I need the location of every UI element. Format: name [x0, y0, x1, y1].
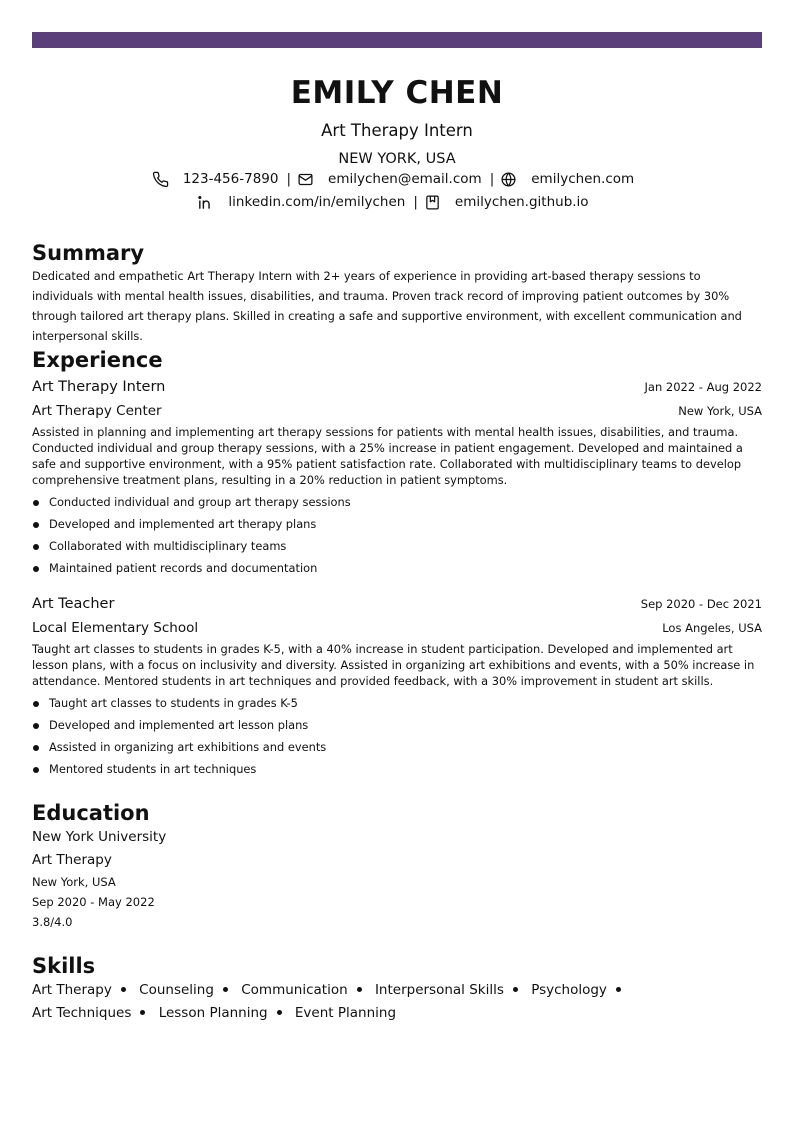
candidate-location: NEW YORK, USA	[338, 151, 456, 167]
company-name: Art Therapy Center	[32, 403, 162, 419]
job-title: Art Therapy Intern	[32, 379, 166, 395]
list-item: Collaborated with multidisciplinary teams	[32, 535, 762, 557]
summary-section	[32, 240, 762, 346]
section-heading: Education	[32, 801, 150, 825]
job-entry	[32, 376, 762, 579]
website-link[interactable]: emilychen.com	[531, 171, 635, 187]
list-item: Maintained patient records and documentation	[32, 557, 762, 579]
skill-item: Art Techniques	[32, 1005, 132, 1021]
job-description: Taught art classes to students in grades K-5, with a 40% increase in student participation. Developed and implemented art lesson plans, with a focus on inclusivity and diversity. Assisted in organizing art exhibitions and events, with a 50% increase in attendance. Mentored students in art techniques and provided feedback, with a 30% improvement in student art skills.	[32, 642, 755, 688]
skill-item: Art Therapy	[32, 982, 112, 998]
degree-field: Art Therapy	[32, 852, 112, 868]
job-bullets	[32, 491, 762, 579]
job-entry	[32, 593, 762, 780]
gpa: 3.8/4.0	[32, 915, 73, 929]
skill-item: Event Planning	[294, 1005, 397, 1021]
school-location: New York, USA	[32, 875, 116, 889]
job-title: Art Teacher	[32, 596, 115, 612]
candidate-name: EMILY CHEN	[290, 75, 504, 111]
phone-text[interactable]: 123-456-7890	[182, 171, 279, 187]
job-location: New York, USA	[678, 404, 762, 418]
list-item: Developed and implemented art lesson plans	[32, 714, 762, 736]
school-name: New York University	[32, 829, 167, 845]
bookmark-icon	[424, 194, 441, 211]
contact-row-1	[32, 168, 762, 191]
list-item: Taught art classes to students in grades K-5	[32, 692, 762, 714]
company-name: Local Elementary School	[32, 620, 199, 636]
skill-item: Counseling	[139, 982, 214, 998]
education-dates: Sep 2020 - May 2022	[32, 895, 155, 909]
resume-header	[32, 70, 762, 214]
skill-item: Interpersonal Skills	[374, 982, 504, 998]
contact-row-2	[32, 191, 762, 214]
separator: |	[413, 194, 418, 210]
github-link[interactable]: emilychen.github.io	[454, 194, 589, 210]
section-heading: Summary	[32, 241, 145, 265]
separator: |	[489, 171, 495, 187]
section-heading: Experience	[32, 348, 163, 372]
job-description: Assisted in planning and implementing art therapy sessions for patients with mental health issues, disabilities, and trauma. Conducted individual and group therapy sessions, with a 25% increase in patient engagement. Developed and maintained a safe and supportive environment, with a 95% patient satisfaction rate. Collaborated with multidisciplinary teams to develop comprehensive treatment plans, resulting in a 20% reduction in patient symptoms.	[32, 425, 743, 487]
section-heading: Skills	[32, 954, 96, 978]
linkedin-link[interactable]: linkedin.com/in/emilychen	[228, 194, 406, 210]
phone-icon	[152, 171, 169, 188]
skills-list	[32, 979, 722, 1025]
list-item: Conducted individual and group art therapy sessions	[32, 491, 762, 513]
education-section	[32, 800, 762, 932]
skills-section	[32, 953, 762, 1025]
globe-icon	[500, 171, 517, 188]
job-dates: Jan 2022 - Aug 2022	[644, 380, 762, 394]
skill-item: Lesson Planning	[158, 1005, 268, 1021]
list-item: Mentored students in art techniques	[32, 758, 762, 780]
job-dates: Sep 2020 - Dec 2021	[640, 597, 762, 611]
skill-item: Psychology	[531, 982, 607, 998]
job-location: Los Angeles, USA	[662, 621, 762, 635]
separator: |	[286, 171, 292, 187]
summary-text: Dedicated and empathetic Art Therapy Intern with 2+ years of experience in providing art-based therapy sessions to individuals with mental health issues, disabilities, and trauma. Proven track record of improving patient outcomes by 30% through tailored art therapy plans. Skilled in creating a safe and supportive environment, with excellent communication and interpersonal skills.	[32, 269, 742, 343]
candidate-title: Art Therapy Intern	[321, 121, 473, 140]
experience-section	[32, 347, 762, 780]
list-item: Assisted in organizing art exhibitions and events	[32, 736, 762, 758]
skill-item: Communication	[241, 982, 348, 998]
mail-icon	[297, 171, 314, 188]
accent-bar	[32, 32, 762, 48]
email-link[interactable]: emilychen@email.com	[328, 171, 482, 187]
job-bullets	[32, 692, 762, 780]
linkedin-icon	[197, 194, 214, 211]
list-item: Developed and implemented art therapy plans	[32, 513, 762, 535]
